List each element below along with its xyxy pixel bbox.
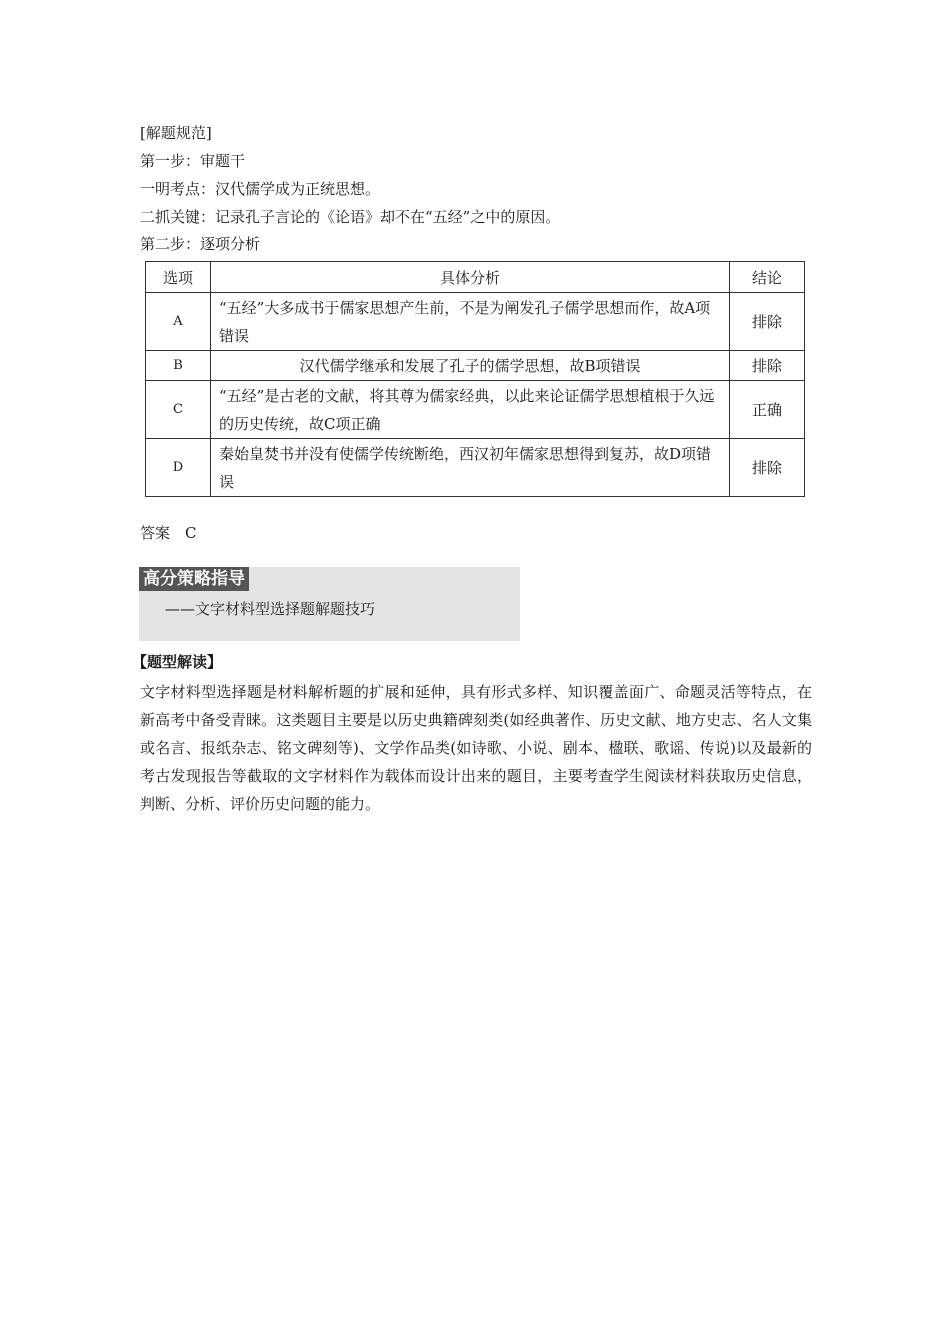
- table-header-row: [146, 262, 805, 293]
- row-result: 排除: [730, 293, 805, 351]
- step1-point1: 一明考点：汉代儒学成为正统思想。: [140, 180, 381, 198]
- table-row: [146, 439, 805, 497]
- answer: 答案 C: [140, 524, 197, 542]
- step1-point2: 二抓关键：记录孔子言论的《论语》却不在“五经”之中的原因。: [140, 208, 561, 226]
- row-option: D: [146, 439, 211, 497]
- reading-paragraph: 文字材料型选择题是材料解析题的扩展和延伸，具有形式多样、知识覆盖面广、命题灵活等特点，在新高考中备受青睐。这类题目主要是以历史典籍碑刻类(如经典著作、历史文献、地方史志、名人文集或名言、报纸杂志、铭文碑刻等)、文学作品类(如诗歌、小说、剧本、楹联、歌谣、传说)以及最新的考古发现报告等截取的文字材料作为载体而设计出来的题目，主要考查学生阅读材料获取历史信息，判断、分析、评价历史问题的能力。: [140, 683, 812, 813]
- reading-heading: 【题型解读】: [132, 653, 223, 671]
- header-option: 选项: [146, 262, 211, 293]
- header-result: 结论: [730, 262, 805, 293]
- table-row: [146, 381, 805, 439]
- step1-title: 第一步：审题干: [140, 152, 246, 170]
- row-analysis: “五经”大多成书于儒家思想产生前，不是为阐发孔子儒学思想而作，故A项错误: [211, 293, 730, 351]
- row-result: 排除: [730, 439, 805, 497]
- row-option: C: [146, 381, 211, 439]
- table-row: [146, 293, 805, 351]
- row-analysis: “五经”是古老的文献，将其尊为儒家经典，以此来论证儒学思想植根于久远的历史传统，故C项正确: [211, 381, 730, 439]
- row-result: 排除: [730, 351, 805, 381]
- table-row: [146, 351, 805, 381]
- banner-title: 高分策略指导: [139, 567, 249, 591]
- strategy-banner: [139, 567, 520, 641]
- row-analysis: 汉代儒学继承和发展了孔子的儒学思想，故B项错误: [211, 351, 730, 381]
- analysis-table: [145, 261, 805, 497]
- row-option: A: [146, 293, 211, 351]
- step2-title: 第二步：逐项分析: [140, 235, 261, 253]
- banner-subtitle: ——文字材料型选择题解题技巧: [165, 600, 376, 618]
- row-analysis: 秦始皇焚书并没有使儒学传统断绝，西汉初年儒家思想得到复苏，故D项错误: [211, 439, 730, 497]
- row-option: B: [146, 351, 211, 381]
- header-analysis: 具体分析: [211, 262, 730, 293]
- solution-header: [解题规范]: [140, 124, 212, 142]
- row-result: 正确: [730, 381, 805, 439]
